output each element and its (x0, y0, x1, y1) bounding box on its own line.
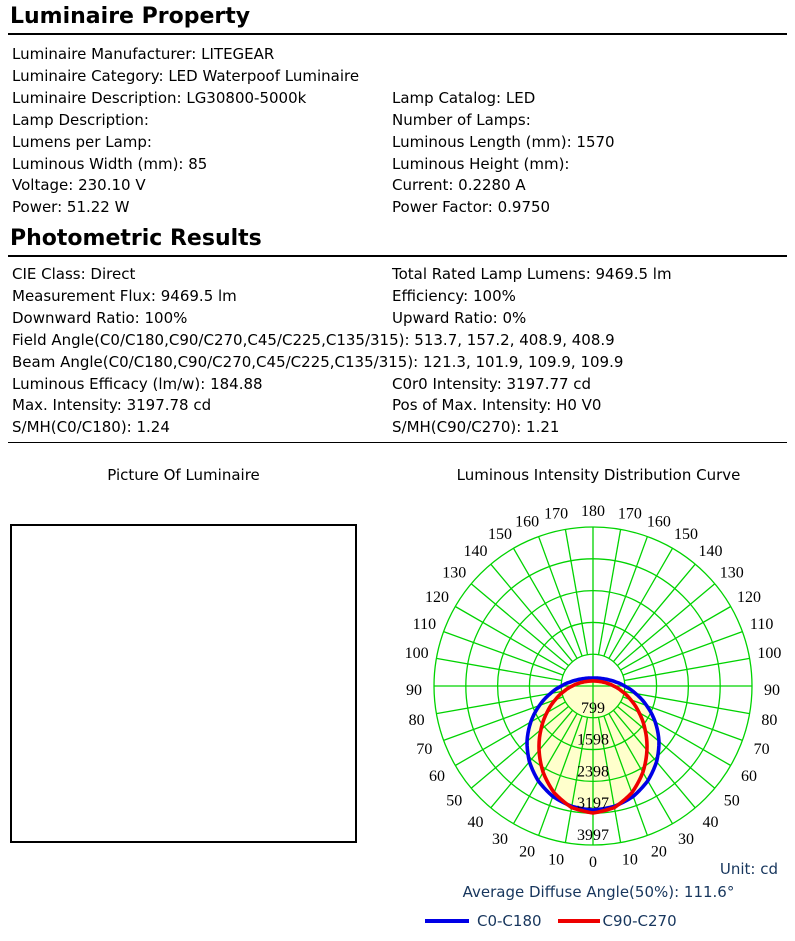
property-text: Beam Angle(C0/C180,C90/C270,C45/C225,C135/315): 121.3, 101.9, 109.9, 109.9 (12, 352, 624, 371)
property-text: C0r0 Intensity: 3197.77 cd (392, 374, 592, 393)
angle-tick-label: 140 (463, 543, 488, 561)
angle-tick-label: 150 (488, 526, 512, 544)
angle-tick-label: 90 (406, 682, 422, 699)
property-text: Number of Lamps: (392, 110, 531, 129)
angle-tick-label: 80 (761, 711, 778, 729)
property-text: Voltage: 230.10 V (12, 176, 146, 195)
property-text: Current: 0.2280 A (392, 176, 526, 195)
angle-tick-label: 50 (723, 792, 740, 810)
angle-tick-label: 90 (764, 682, 780, 699)
property-line (12, 330, 789, 352)
angle-tick-label: 30 (678, 830, 694, 848)
property-text: Luminous Width (mm): 85 (12, 154, 208, 173)
angle-tick-label: 40 (467, 813, 484, 831)
angle-tick-label: 160 (646, 513, 671, 531)
property-text: Upward Ratio: 0% (392, 308, 527, 327)
property-text: Power: 51.22 W (12, 198, 130, 217)
property-text (392, 44, 789, 66)
angle-tick-label: 170 (544, 505, 569, 523)
property-line (12, 417, 789, 439)
property-line (12, 374, 789, 396)
angle-tick-label: 60 (429, 768, 446, 785)
legend-label: C90-C270 (602, 912, 677, 930)
property-text: Luminaire Description: LG30800-5000k (12, 88, 307, 107)
angle-tick-label: 150 (674, 526, 698, 544)
property-text: Luminaire Category: LED Waterpoof Luminaire (12, 66, 360, 85)
property-text: Luminous Length (mm): 1570 (392, 132, 615, 151)
angle-tick-label: 100 (757, 645, 782, 663)
angle-tick-label: 70 (416, 740, 433, 758)
section-title-photometric-results: Photometric Results (10, 226, 262, 251)
legend-line-c0-c180 (425, 919, 469, 923)
property-line (12, 88, 789, 110)
angle-tick-label: 50 (446, 792, 463, 810)
property-text: Pos of Max. Intensity: H0 V0 (392, 396, 602, 415)
property-text (392, 66, 789, 88)
legend-line-c90-c270 (558, 919, 600, 923)
property-text: S/MH(C90/C270): 1.21 (392, 418, 560, 437)
property-line (12, 264, 789, 286)
ring-value-label: 799 (581, 699, 605, 717)
property-text: Field Angle(C0/C180,C90/C270,C45/C225,C135/315): 513.7, 157.2, 408.9, 408.9 (12, 330, 615, 349)
property-text: Lamp Catalog: LED (392, 88, 536, 107)
chart-unit-label: Unit: cd (719, 860, 778, 878)
title-underline (8, 33, 787, 35)
property-text: Luminaire Manufacturer: LITEGEAR (12, 45, 275, 63)
angle-tick-label: 60 (740, 768, 757, 785)
angle-tick-label: 110 (749, 616, 774, 634)
angle-tick-label: 180 (581, 503, 605, 520)
ring-value-label: 3997 (577, 827, 609, 844)
property-text: Lumens per Lamp: (12, 132, 152, 151)
property-line (12, 395, 789, 417)
property-text: Downward Ratio: 100% (12, 308, 188, 327)
property-line (12, 154, 789, 176)
angle-tick-label: 100 (404, 645, 429, 663)
angle-tick-label: 20 (650, 843, 667, 861)
property-text: Lamp Description: (12, 110, 149, 129)
angle-tick-label: 110 (412, 616, 437, 634)
property-text: Measurement Flux: 9469.5 lm (12, 286, 237, 305)
angle-tick-label: 20 (519, 843, 536, 861)
property-text: Luminous Height (mm): (392, 154, 570, 173)
angle-tick-label: 0 (589, 854, 597, 871)
property-text: S/MH(C0/C180): 1.24 (12, 418, 170, 437)
angle-tick-label: 160 (515, 513, 540, 531)
angle-tick-label: 40 (702, 813, 719, 831)
picture-panel-title: Picture Of Luminaire (107, 466, 260, 484)
property-line (12, 352, 789, 374)
angle-tick-label: 120 (736, 589, 761, 606)
section-separator (8, 442, 787, 443)
intensity-distribution-polar-chart (404, 494, 792, 874)
chart-legend (425, 912, 677, 930)
property-text: Max. Intensity: 3197.78 cd (12, 396, 212, 415)
property-line (12, 66, 789, 88)
property-text: Total Rated Lamp Lumens: 9469.5 lm (392, 265, 672, 283)
property-text (392, 330, 789, 352)
chart-panel-title: Luminous Intensity Distribution Curve (456, 466, 741, 484)
luminaire-picture-placeholder (10, 524, 357, 843)
angle-tick-label: 10 (548, 851, 565, 869)
ring-value-label: 2398 (577, 763, 609, 781)
property-text: Luminous Efficacy (lm/w): 184.88 (12, 374, 263, 393)
angle-tick-label: 130 (719, 564, 744, 582)
ring-value-label: 3197 (577, 795, 609, 813)
angle-tick-label: 170 (617, 505, 642, 523)
angle-tick-label: 10 (621, 851, 638, 869)
property-line (12, 132, 789, 154)
property-text (392, 352, 789, 374)
property-line (12, 286, 789, 308)
angle-tick-label: 70 (753, 740, 770, 758)
title-underline (8, 255, 787, 257)
property-line (12, 197, 789, 219)
legend-label: C0-C180 (477, 912, 542, 930)
photometric-results-table (12, 264, 789, 439)
angle-tick-label: 120 (425, 589, 450, 606)
section-title-luminaire-property: Luminaire Property (10, 4, 251, 29)
property-text: Power Factor: 0.9750 (392, 198, 551, 217)
angle-tick-label: 80 (408, 711, 425, 729)
property-text: CIE Class: Direct (12, 265, 136, 283)
property-line (12, 110, 789, 132)
property-line (12, 175, 789, 197)
property-line (12, 44, 789, 66)
angle-tick-label: 30 (492, 830, 508, 848)
ring-value-label: 1598 (577, 731, 609, 749)
luminaire-property-table (12, 44, 789, 219)
angle-tick-label: 130 (442, 564, 467, 582)
property-text: Efficiency: 100% (392, 286, 516, 305)
average-diffuse-angle-label: Average Diffuse Angle(50%): 111.6° (462, 883, 735, 901)
angle-tick-label: 140 (698, 543, 723, 561)
property-line (12, 308, 789, 330)
